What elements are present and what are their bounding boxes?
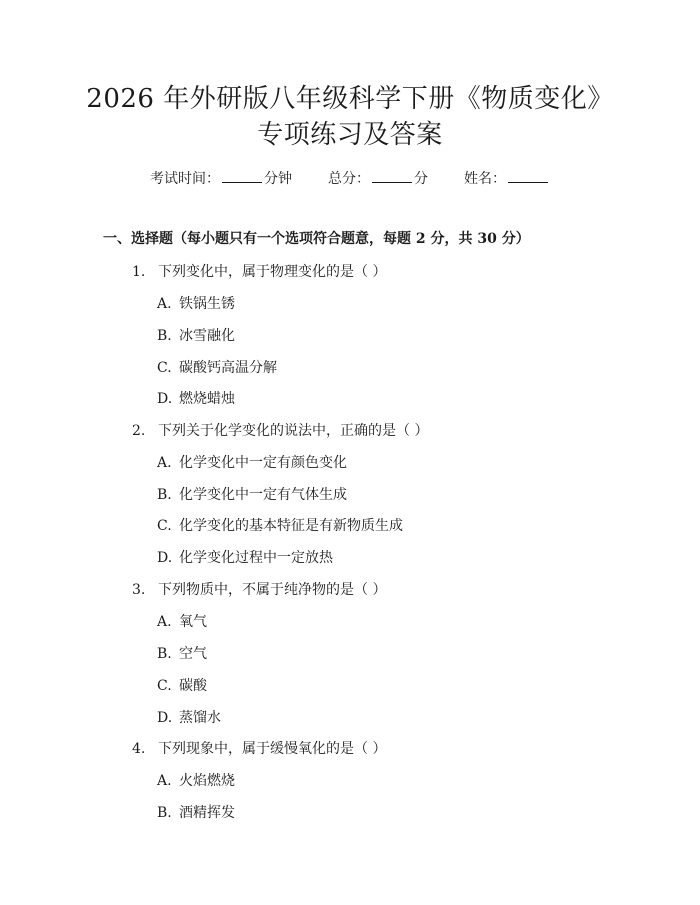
option-letter: B.	[157, 646, 172, 662]
option-letter: B.	[157, 805, 172, 821]
question-text: 下列变化中，属于物理变化的是（ ）	[158, 264, 387, 280]
question-text: 下列现象中，属于缓慢氧化的是（ ）	[158, 741, 387, 757]
question-3-option-d[interactable]	[157, 708, 221, 728]
student-name	[464, 168, 550, 189]
total-score-blank[interactable]	[372, 168, 412, 183]
question-4-option-b[interactable]	[157, 803, 235, 823]
option-letter: D.	[157, 550, 173, 566]
question-1-option-c[interactable]	[157, 358, 277, 378]
question-2-option-a[interactable]	[157, 453, 347, 473]
question-3-option-c[interactable]	[157, 676, 207, 696]
question-1-option-d[interactable]	[157, 389, 235, 409]
option-text: 化学变化中一定有气体生成	[179, 487, 347, 503]
option-text: 蒸馏水	[179, 710, 221, 726]
question-text: 下列关于化学变化的说法中，正确的是（ ）	[158, 423, 429, 439]
total-score-unit: 分	[414, 171, 428, 187]
question-3	[132, 580, 386, 600]
option-letter: C.	[157, 678, 172, 694]
option-text: 碳酸	[179, 678, 207, 694]
option-letter: A.	[157, 773, 172, 789]
option-letter: D.	[157, 710, 173, 726]
question-text: 下列物质中，不属于纯净物的是（ ）	[158, 582, 387, 598]
option-letter: C.	[157, 518, 172, 534]
option-letter: A.	[157, 614, 172, 630]
option-text: 碳酸钙高温分解	[179, 360, 277, 376]
option-text: 化学变化中一定有颜色变化	[179, 455, 347, 471]
option-letter: B.	[157, 487, 172, 503]
exam-meta	[0, 168, 700, 189]
exam-time-blank[interactable]	[222, 168, 262, 183]
option-text: 冰雪融化	[179, 328, 235, 344]
option-letter: C.	[157, 360, 172, 376]
page-title: 2026 年外研版八年级科学下册《物质变化》	[86, 84, 614, 114]
option-letter: B.	[157, 328, 172, 344]
question-2	[132, 421, 428, 441]
question-2-option-c[interactable]	[157, 516, 403, 536]
section-heading: 一、选择题（每小题只有一个选项符合题意，每题 2 分，共 30 分）	[103, 231, 530, 247]
student-name-label: 姓名：	[464, 171, 506, 187]
option-text: 化学变化的基本特征是有新物质生成	[179, 518, 403, 534]
option-letter: A.	[157, 455, 172, 471]
exam-time-unit: 分钟	[264, 171, 292, 187]
question-4	[132, 739, 386, 759]
option-text: 空气	[179, 646, 207, 662]
option-letter: A.	[157, 296, 172, 312]
question-number: 4.	[132, 741, 146, 757]
option-text: 燃烧蜡烛	[179, 391, 235, 407]
question-1-option-a[interactable]	[157, 294, 235, 314]
question-number: 1.	[132, 264, 146, 280]
option-text: 酒精挥发	[179, 805, 235, 821]
question-number: 3.	[132, 582, 146, 598]
question-4-option-a[interactable]	[157, 771, 235, 791]
option-text: 火焰燃烧	[179, 773, 235, 789]
option-text: 铁锅生锈	[179, 296, 235, 312]
question-1	[132, 262, 386, 282]
exam-time	[150, 168, 292, 189]
page-subtitle: 专项练习及答案	[257, 120, 443, 150]
exam-time-label: 考试时间：	[150, 171, 220, 187]
question-2-option-b[interactable]	[157, 485, 347, 505]
total-score	[328, 168, 428, 189]
option-letter: D.	[157, 391, 173, 407]
question-2-option-d[interactable]	[157, 548, 333, 568]
question-3-option-a[interactable]	[157, 612, 207, 632]
question-number: 2.	[132, 423, 146, 439]
option-text: 氧气	[179, 614, 207, 630]
total-score-label: 总分：	[328, 171, 370, 187]
student-name-blank[interactable]	[508, 168, 548, 183]
question-3-option-b[interactable]	[157, 644, 207, 664]
option-text: 化学变化过程中一定放热	[179, 550, 333, 566]
question-1-option-b[interactable]	[157, 326, 235, 346]
